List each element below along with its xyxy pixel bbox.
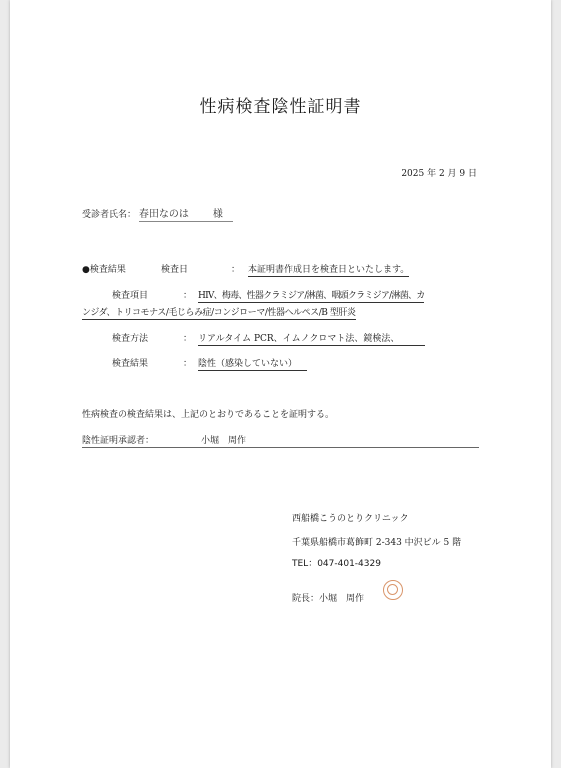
test-items-line1: HIV、梅毒、性器クラミジア/淋菌、咽頭クラミジア/淋菌、カ — [198, 288, 424, 303]
test-method-colon: ： — [183, 334, 193, 344]
test-items-line2: ンジダ、トリコモナス/毛じらみ症/コンジローマ/性器ヘルペス/B 型肝炎 — [82, 305, 356, 320]
approver-name: 小堀 周作 — [201, 436, 247, 446]
director-seal-stamp — [383, 580, 403, 600]
document-title: 性病検査陰性証明書 — [199, 97, 362, 117]
test-date-label: 検査日 — [161, 265, 189, 275]
clinic-name: 西船橋こうのとりクリニック — [292, 514, 409, 524]
test-method-label: 検査方法 — [112, 334, 149, 344]
approver-label: 陰性証明承認者： — [82, 436, 155, 446]
test-result-value: 陰性（感染していない） — [198, 356, 307, 371]
results-bullet-label: ●検査結果 — [82, 265, 126, 275]
issue-date: 2025 年 2 月 9 日 — [401, 169, 477, 179]
clinic-tel: TEL：047-401-4329 — [292, 559, 381, 569]
patient-name-row — [82, 205, 233, 222]
patient-name-suffix: 様 — [212, 209, 223, 220]
clinic-address: 千葉県船橋市葛飾町 2-343 中沢ビル 5 階 — [292, 538, 462, 548]
test-result-colon: ： — [183, 359, 193, 369]
test-method-value: リアルタイム PCR、イムノクロマト法、鏡検法、 — [198, 331, 425, 346]
test-items-colon: ： — [183, 291, 193, 301]
test-date-colon: ： — [231, 265, 241, 275]
patient-name-field — [139, 205, 233, 222]
test-items-label: 検査項目 — [112, 291, 149, 301]
certification-statement: 性病検査の検査結果は、上記のとおりであることを証明する。 — [82, 410, 335, 420]
patient-name-label: 受診者氏名： — [82, 210, 137, 220]
clinic-director: 院長：小堀 周作 — [292, 594, 365, 604]
test-result-label: 検査結果 — [112, 359, 149, 369]
signature-divider — [82, 447, 479, 448]
test-date-value: 本証明書作成日を検査日といたします。 — [248, 262, 409, 277]
patient-name-value: 春田なのは — [138, 209, 189, 220]
